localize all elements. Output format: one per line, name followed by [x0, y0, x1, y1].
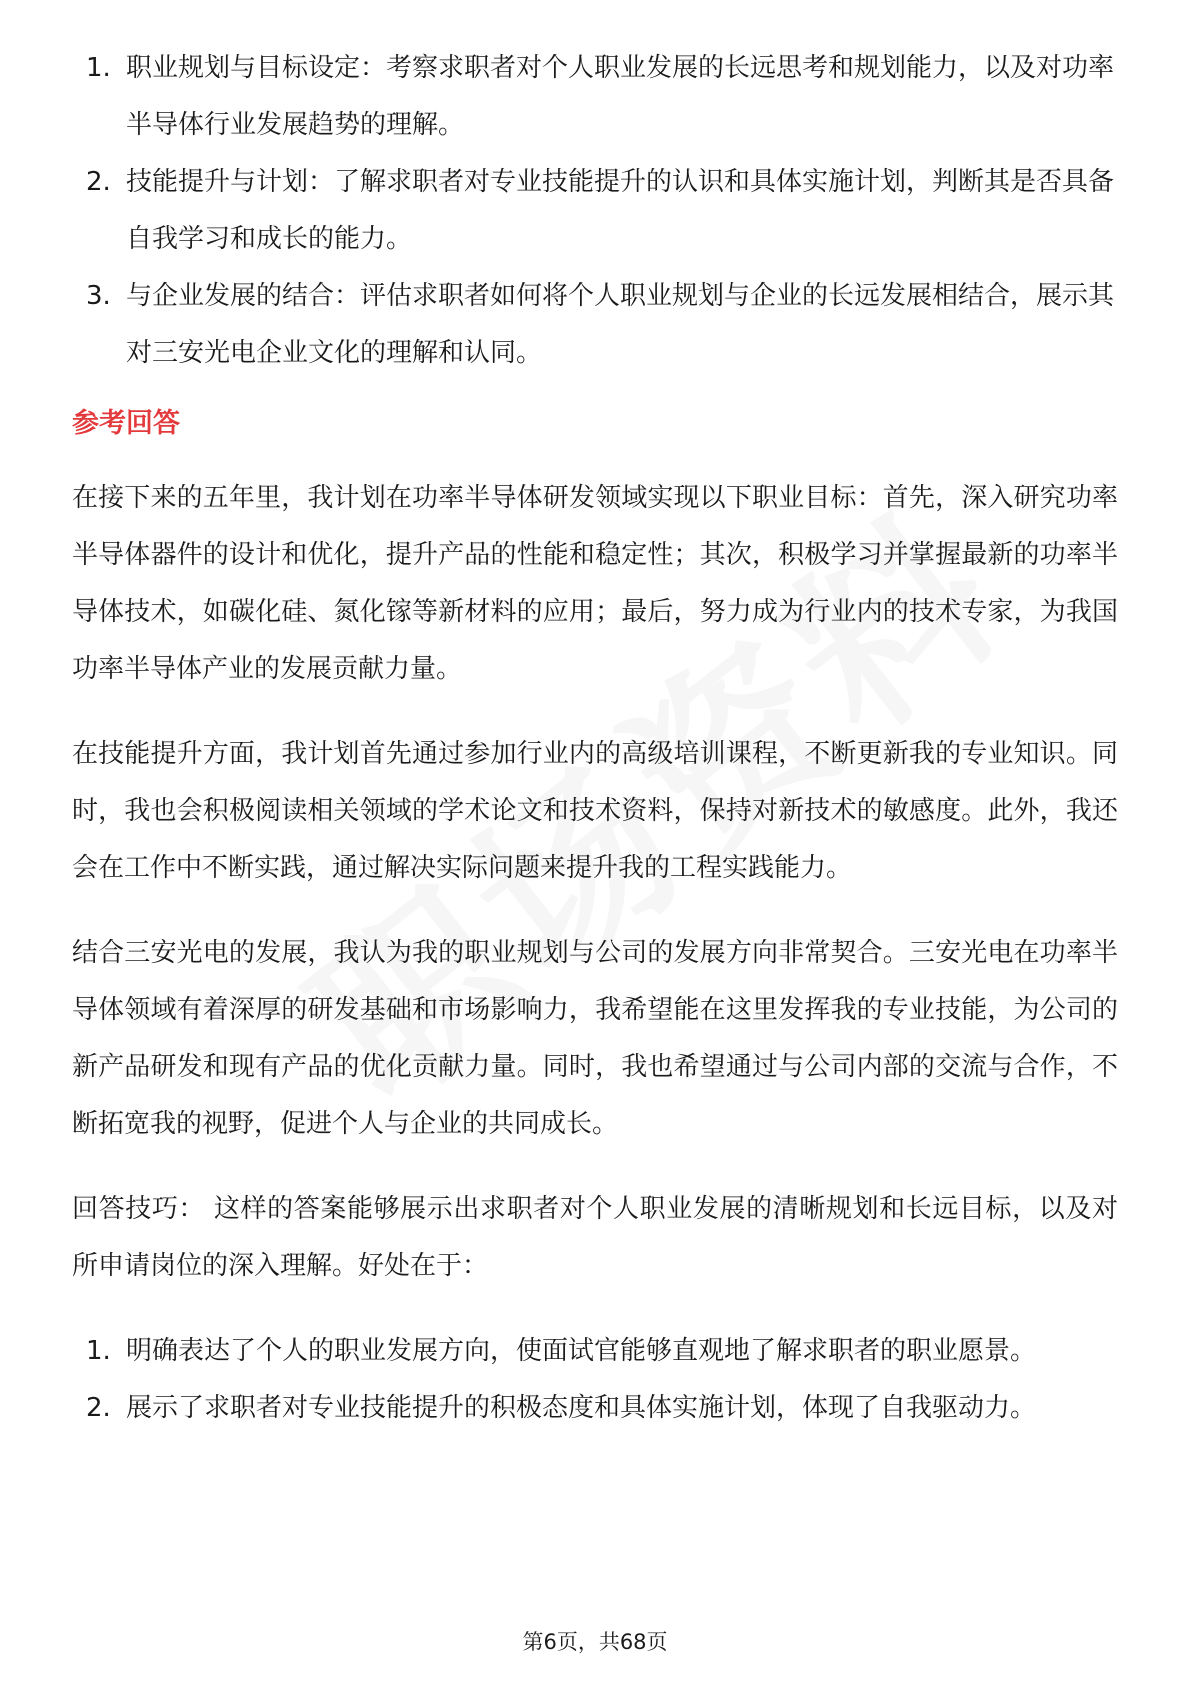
list-item	[72, 1380, 1118, 1437]
list-item	[72, 154, 1118, 268]
list-item-text: 职业规划与目标设定：考察求职者对个人职业发展的长远思考和规划能力，以及对功率半导体行业发展趋势的理解。	[126, 53, 1115, 140]
list-item	[72, 1323, 1118, 1380]
list-item	[72, 268, 1118, 382]
criteria-list	[72, 40, 1118, 382]
page-footer: 第6页，共68页	[522, 1630, 668, 1654]
list-item-text: 展示了求职者对专业技能提升的积极态度和具体实施计划，体现了自我驱动力。	[126, 1393, 1037, 1423]
list-number: 1.	[86, 1336, 111, 1366]
list-number: 1.	[86, 53, 111, 83]
paragraph: 在接下来的五年里，我计划在功率半导体研发领域实现以下职业目标：首先，深入研究功率半导体器件的设计和优化，提升产品的性能和稳定性；其次，积极学习并掌握最新的功率半导体技术，如碳化硅、氮化镓等新材料的应用；最后，努力成为行业内的技术专家，为我国功率半导体产业的发展贡献力量。	[72, 483, 1118, 684]
document-page	[72, 40, 1118, 1437]
benefits-list	[72, 1323, 1118, 1437]
paragraph: 在技能提升方面，我计划首先通过参加行业内的高级培训课程，不断更新我的专业知识。同时，我也会积极阅读相关领域的学术论文和技术资料，保持对新技术的敏感度。此外，我还会在工作中不断实践，通过解决实际问题来提升我的工程实践能力。	[72, 739, 1118, 883]
list-number: 3.	[86, 281, 111, 311]
list-item-text: 技能提升与计划：了解求职者对专业技能提升的认识和具体实施计划，判断其是否具备自我学习和成长的能力。	[126, 167, 1115, 254]
list-number: 2.	[86, 167, 111, 197]
list-item-text: 明确表达了个人的职业发展方向，使面试官能够直观地了解求职者的职业愿景。	[126, 1336, 1037, 1366]
answer-tips-paragraph: 回答技巧： 这样的答案能够展示出求职者对个人职业发展的清晰规划和长远目标，以及对所申请岗位的深入理解。好处在于：	[72, 1194, 1118, 1281]
list-number: 2.	[86, 1393, 111, 1423]
paragraph: 结合三安光电的发展，我认为我的职业规划与公司的发展方向非常契合。三安光电在功率半导体领域有着深厚的研发基础和市场影响力，我希望能在这里发挥我的专业技能，为公司的新产品研发和现有产品的优化贡献力量。同时，我也希望通过与公司内部的交流与合作，不断拓宽我的视野，促进个人与企业的共同成长。	[72, 938, 1118, 1139]
section-title: 参考回答	[72, 408, 180, 439]
list-item-text: 与企业发展的结合：评估求职者如何将个人职业规划与企业的长远发展相结合，展示其对三安光电企业文化的理解和认同。	[126, 281, 1115, 368]
list-item	[72, 40, 1118, 154]
